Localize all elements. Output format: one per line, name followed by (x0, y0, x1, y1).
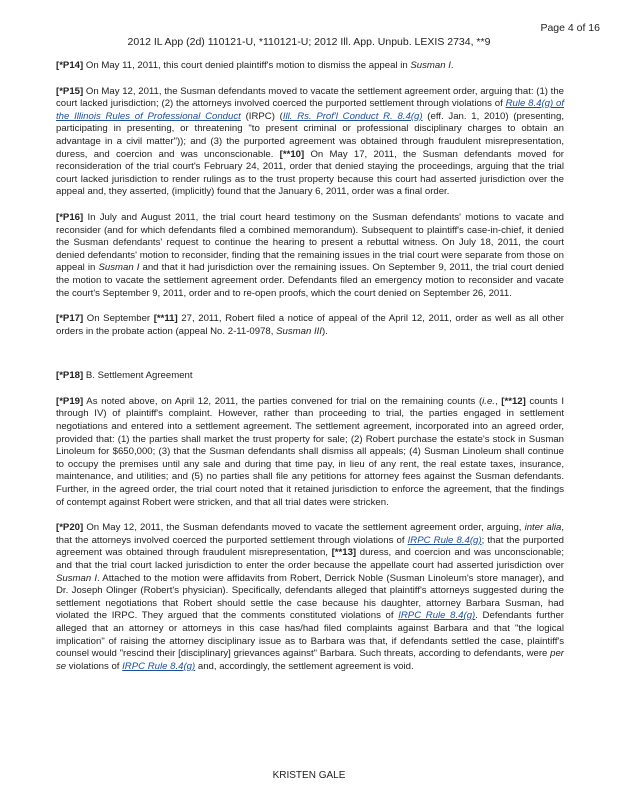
paragraph-text: duress, and coercion and was unconscionable; and that the trial court lacked jurisdiction to enter the order because the appellate court had asserted jurisdiction over (56, 547, 564, 571)
paragraph-text: (eff. Jan. 1, 2010) (presenting, participating in presenting, or threatening "to present criminal or professional disciplinary charges to obtain an advantage in a civil matter")); and (3) the purported agreement was obtained through fraudulent misrepresentation, duress, and coercion and was unconscionable. (56, 110, 564, 160)
paragraph-text: and that it had jurisdiction over the remaining issues. On September 9, 2011, the trial court denied the motion to vacate the settlement agreement order. Defendants filed an emergency motion to reconsider and vacate the court's September 9, 2011, order and to re-open proofs, which the court denied on September 26, 2011. (56, 262, 565, 299)
paragraph-text: On May 12, 2011, the Susman defendants moved to vacate the settlement agreement order, arguing, (86, 522, 525, 534)
paragraph-text: and, accordingly, the settlement agreement is void. (195, 660, 414, 672)
paragraph-text: counts I through IV) of plaintiff's complaint. However, rather than proceeding to trial, the parties engaged in settlement negotiations and entered into a settlement agreement. The settlement agreement, incorporated into an agreed order, provided that: (1) the parties shall market the trust property for sale; (2) Robert purchase the estate's stock in Susman Linoleum for $650,000; (3) that the Susman defendants shall dismiss all appeals; (4) Susman Linoleum shall continue to occupy the premises until any sale and during that time pay, in lieu of any rent, the real estate taxes, insurance, maintenance, and utilities; and (5) no parties shall file any petitions for attorney fees against the Susman defendants. Further, in the agreed order, the trial court noted that it retained jurisdiction to enforce the agreement, that the findings of contempt against Robert were stricken, and that all trial dates were stricken. (56, 395, 564, 508)
section-heading: B. Settlement Agreement (85, 370, 193, 382)
case-name: Susman I (98, 262, 140, 274)
rule-link[interactable]: IRPC Rule 8.4(g) (407, 534, 482, 546)
pin-cite: [*P16] (56, 211, 84, 223)
rule-link[interactable]: Rule 8.4(g) of the Illinois Rules of Professional Conduct (56, 98, 565, 122)
pin-cite: [*P14] (56, 60, 84, 71)
rule-link[interactable]: IRPC Rule 8.4(g) (398, 610, 476, 622)
page-number: Page 4 of 16 (540, 22, 600, 34)
pin-cite: [*P20] (56, 522, 84, 534)
paragraph-text: On May 11, 2011, this court denied plaintiff's motion to dismiss the appeal in (85, 60, 411, 71)
paragraph-p15 (56, 86, 564, 199)
paragraph-p18 (56, 370, 564, 383)
latin-term: per se (56, 648, 564, 672)
paragraph-text: On May 17, 2011, the Susman defendants moved for reconsideration of the trial court's February 24, 2011, order that denied staying the proceedings, arguing that the trial court lacked jurisdiction to render rulings as to the trust property because this court had asserted jurisdiction over the appeal and, they asserted, (implicitly) found that the January 6, 2011, order was a final order. (56, 148, 564, 198)
document-body (56, 60, 564, 686)
star-page: [**11] (153, 313, 178, 325)
paragraph-text: violations of (66, 660, 123, 672)
pin-cite: [*P19] (56, 395, 84, 407)
paragraph-text: ; that the purported agreement was obtained through fraudulent misrepresentation, (56, 534, 565, 559)
star-page: [**12] (501, 395, 526, 407)
paragraph-text: , (494, 395, 502, 407)
case-name: Susman I (56, 572, 98, 584)
paragraph-text: ). (321, 325, 328, 337)
paragraph-text: , that the attorneys involved coerced the purported settlement through violations of (56, 522, 564, 546)
paragraph-text: As noted above, on April 12, 2011, the parties convened for trial on the remaining counts ( (86, 395, 483, 407)
star-page: [**13] (331, 547, 357, 559)
paragraph-p16 (56, 212, 564, 300)
case-name: Susman I (410, 60, 451, 71)
case-name: Susman III (276, 325, 322, 337)
paragraph-p19 (56, 396, 564, 509)
paragraph-text: . Attached to the motion were affidavits from Robert, Derrick Noble (Susman Linoleum's store manager), and Dr. Joseph Olinger (Robert's physician). Specifically, defendants alleged that plaintiff's attorneys suggested during the settlement negotiations that Robert should settle the case because his daughter, attorney Barbara Susman, had violated the IRPC. They argued that the comments constituted violations of (56, 572, 564, 622)
paragraph-p20 (56, 522, 564, 673)
paragraph-text: . (450, 60, 454, 71)
latin-term: inter alia (524, 522, 562, 534)
paragraph-text: In July and August 2011, the trial court heard testimony on the Susman defendants' motions to vacate and reconsider (and for which defendants filed a combined memorandum). Subsequent to plaintiff's case-in-chief, it denied the Susman defendants' request to continue the hearing to present a rebuttal witness. On July 18, 2011, the court denied defendants' motion to reconsider, finding that the remaining issues in the trial court were separate from those on appeal in (56, 211, 564, 274)
paragraph-text: . Defendants further alleged that an attorney or attorneys in this case has/had filed complaints against Barbara and that "the logical implication" of raising the attorney disciplinary issue as to Barbara was that, if defendants settled the case, plaintiff's counsel would "rescind their [disciplinary] grievances against" Barbara. Such threats, according to defendants, were (56, 610, 565, 660)
star-page: [**10] (279, 148, 305, 160)
case-citation-header: 2012 IL App (2d) 110121-U, *110121-U; 2012 Ill. App. Unpub. LEXIS 2734, **9 (127, 36, 491, 48)
rule-link[interactable]: Ill. Rs. Prof'l Conduct R. 8.4(g) (282, 110, 423, 122)
paragraph-text: On May 12, 2011, the Susman defendants moved to vacate the settlement agreement order, arguing that: (1) the court lacked jurisdiction; (2) the attorneys involved coerced the purported settlement through violations of (56, 85, 564, 110)
paragraph-text: On September (86, 313, 154, 325)
paragraph-text: 27, 2011, Robert filed a notice of appeal of the April 12, 2011, order as well as all other orders in the probate action (appeal No. 2-11-0978, (56, 313, 565, 337)
pin-cite: [*P18] (56, 370, 84, 382)
paragraph-p14 (56, 60, 564, 73)
rule-link[interactable]: IRPC Rule 8.4(g) (122, 660, 196, 672)
footer-name: KRISTEN GALE (272, 770, 346, 781)
paragraph-text: (IRPC) ( (240, 110, 283, 122)
pin-cite: [*P17] (56, 313, 84, 325)
paragraph-p17 (56, 313, 564, 338)
latin-term: i.e. (482, 395, 495, 407)
pin-cite: [*P15] (56, 85, 84, 97)
